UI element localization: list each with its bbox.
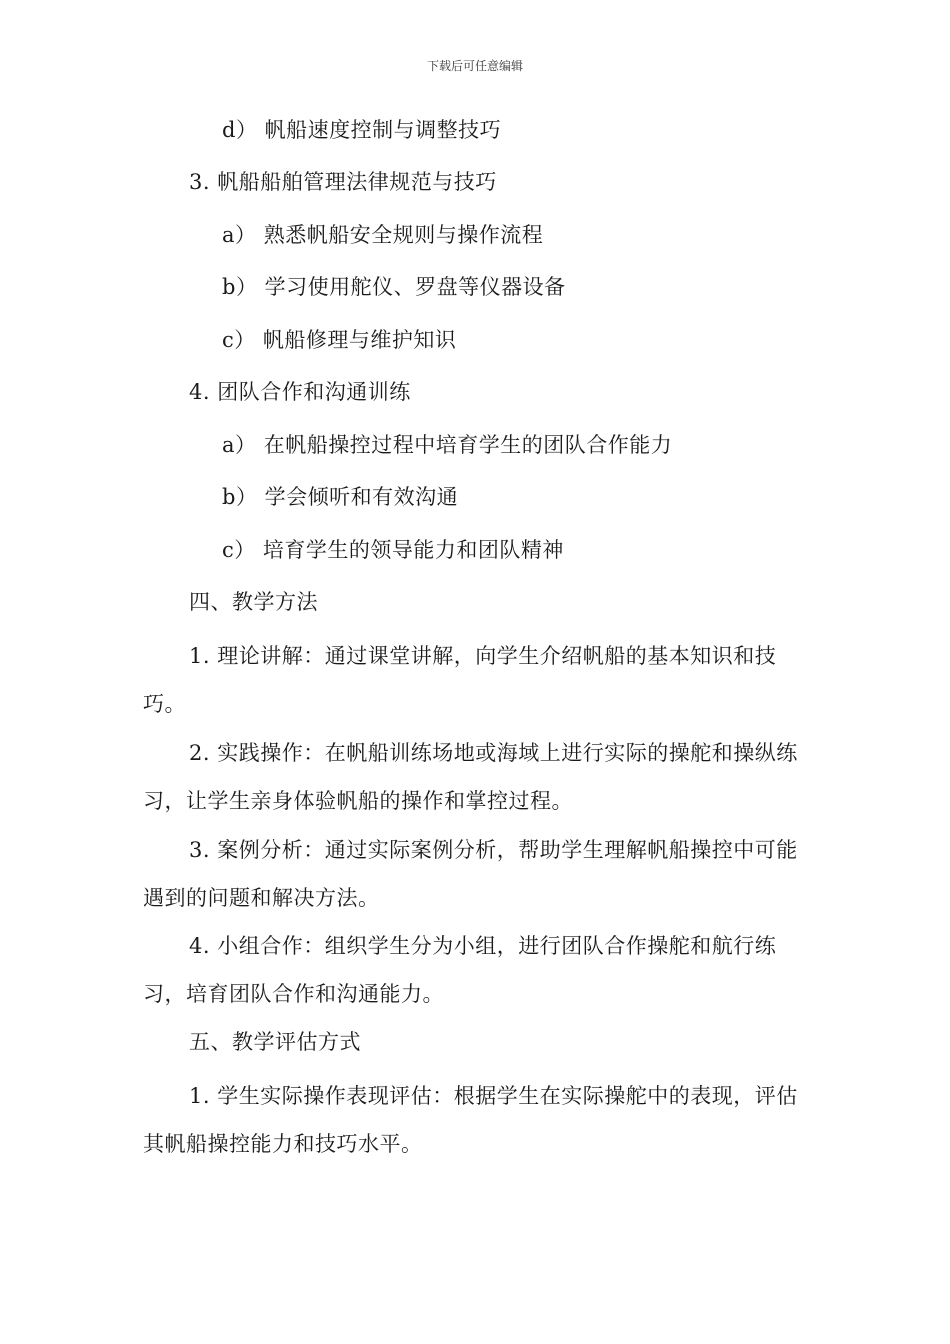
list-item-4-teamwork: 4. 团队合作和沟通训练 [189,380,411,404]
paragraph-performance-assessment: 1. 学生实际操作表现评估：根据学生在实际操舵中的表现，评估其帆船操控能力和技巧水平。 [143,1084,798,1156]
section-heading-teaching-methods: 四、教学方法 [189,590,318,614]
paragraph-practice: 2. 实践操作：在帆船训练场地或海域上进行实际的操舵和操纵练习，让学生亲身体验帆船的操作和掌控过程。 [143,741,798,813]
paragraph-group-work: 4. 小组合作：组织学生分为小组，进行团队合作操舵和航行练习，培育团队合作和沟通能力。 [143,934,777,1006]
list-item-a-team-ability: a） 在帆船操控过程中培育学生的团队合作能力 [222,433,673,457]
list-item-d-speed-control: d） 帆船速度控制与调整技巧 [222,118,502,142]
page-header: 下载后可任意编辑 [426,59,523,73]
list-item-b-instruments: b） 学习使用舵仪、罗盘等仪器设备 [222,275,566,299]
list-item-c-leadership: c） 培育学生的领导能力和团队精神 [222,538,564,562]
list-item-c-repair: c） 帆船修理与维护知识 [222,328,457,352]
list-item-a-safety-rules: a） 熟悉帆船安全规则与操作流程 [222,223,544,247]
list-item-b-communication: b） 学会倾听和有效沟通 [222,485,459,509]
section-heading-assessment: 五、教学评估方式 [189,1030,361,1054]
paragraph-case-analysis: 3. 案例分析：通过实际案例分析，帮助学生理解帆船操控中可能遇到的问题和解决方法。 [143,838,798,910]
list-item-3-management: 3. 帆船船舶管理法律规范与技巧 [189,170,497,194]
paragraph-theory: 1. 理论讲解：通过课堂讲解，向学生介绍帆船的基本知识和技巧。 [143,644,777,716]
